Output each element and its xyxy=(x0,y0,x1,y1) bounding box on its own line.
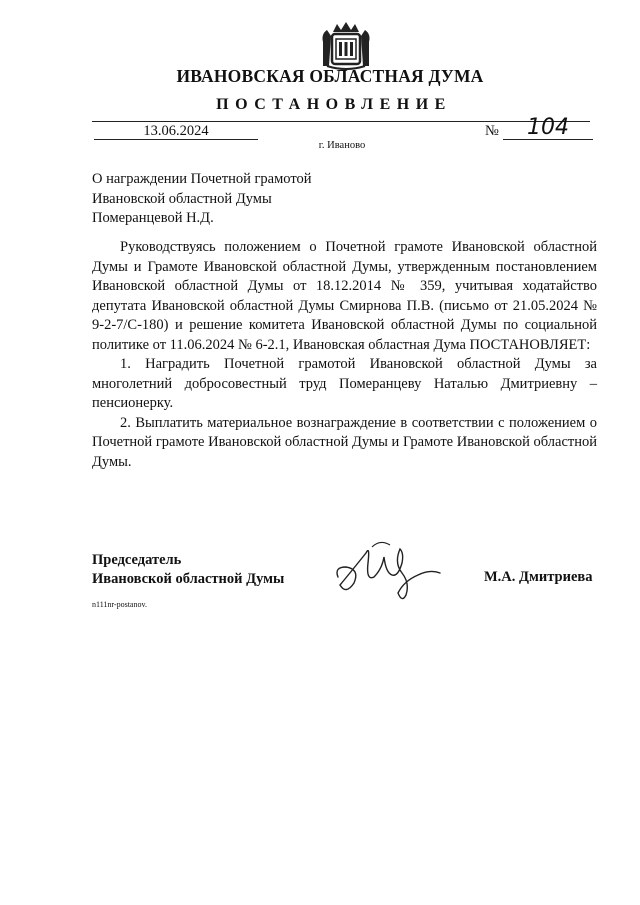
document-date: 13.06.2024 xyxy=(94,123,258,140)
body-paragraph: 1. Наградить Почетной грамотой Ивановской областной Думы за многолетний добросовестный труд Померанцеву Наталью Дмитриевну – пенсионерку. xyxy=(92,356,597,411)
signatory-title-line: Ивановской областной Думы xyxy=(92,571,285,587)
document-body xyxy=(92,238,597,472)
coat-of-arms-emblem xyxy=(317,22,375,70)
handwritten-signature xyxy=(332,533,447,608)
subject-line: Померанцевой Н.Д. xyxy=(92,210,214,226)
signatory-title xyxy=(92,551,284,589)
subject-line: О награждении Почетной грамотой xyxy=(92,171,312,187)
document-type: ПОСТАНОВЛЕНИЕ xyxy=(216,96,452,113)
body-paragraph: Руководствуясь положением о Почетной грамоте Ивановской областной Думы и Грамоте Ивановской областной Думы, утвержденным постановлением Ивановской областной Думы от 18.12.2014 № 359, учитывая ходатайство депутата Ивановской областной Думы Смирнова П.В. (письмо от 21.05.2024 № 9-2-7/С-180) и решение комитета Ивановской областной Думы по социальной политике от 11.06.2024 № 6-2.1, Ивановская областная Дума ПОСТАНОВЛЯЕТ: xyxy=(92,239,597,353)
number-label: № xyxy=(485,123,499,139)
body-paragraph: 2. Выплатить материальное вознаграждение в соответствии с положением о Почетной грамоте Ивановской областной Думы и Грамоте Ивановской областной Думы. xyxy=(92,414,597,470)
file-name: n111nr-postanov. xyxy=(92,600,147,609)
city: г. Иваново xyxy=(318,140,366,151)
document-number: 104 xyxy=(503,117,593,140)
signatory-title-line: Председатель xyxy=(92,552,182,568)
document-subject xyxy=(92,170,312,229)
signatory-name: М.А. Дмитриева xyxy=(484,569,593,585)
organization-title: ИВАНОВСКАЯ ОБЛАСТНАЯ ДУМА xyxy=(176,66,484,86)
subject-line: Ивановской областной Думы xyxy=(92,190,272,207)
